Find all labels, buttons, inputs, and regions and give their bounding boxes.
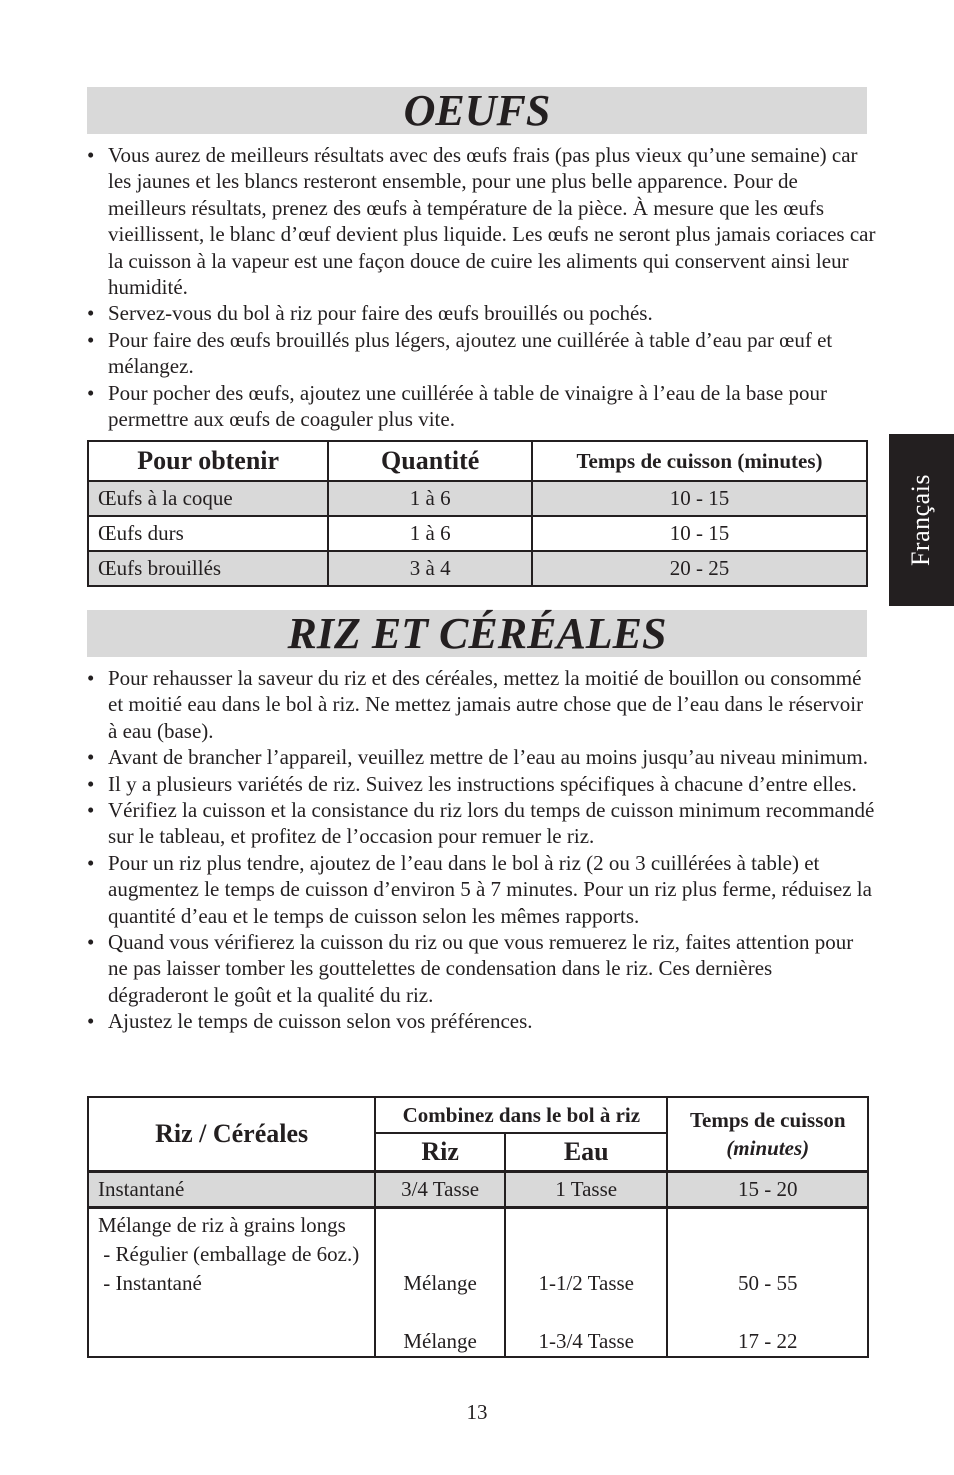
item-line: Mélange de riz à grains longs	[98, 1213, 346, 1237]
rice-bullet-list	[87, 665, 877, 1035]
cell-line: 1-1/2 Tasse	[538, 1271, 634, 1295]
cell-line: Mélange	[403, 1271, 477, 1295]
table-row	[88, 481, 867, 516]
eggs-section-title	[87, 87, 867, 134]
language-tab	[889, 434, 954, 606]
cell-line: 17 - 22	[737, 1329, 798, 1353]
table-cell	[505, 1208, 668, 1358]
table-header-row	[88, 441, 867, 481]
column-header-riz-cereales: Riz / Céréales	[88, 1097, 375, 1172]
table-cell: 15 - 20	[667, 1172, 868, 1208]
temps-de-cuisson-label: Temps de cuisson	[689, 1108, 846, 1132]
column-header-eau: Eau	[505, 1133, 668, 1172]
list-item: • Ajustez le temps de cuisson selon vos préférences.	[87, 1008, 877, 1034]
column-header-riz: Riz	[375, 1133, 505, 1172]
list-item: • Pour un riz plus tendre, ajoutez de l’eau dans le bol à riz (2 ou 3 cuillérées à table) et augmentez le temps de cuisson d’environ 5 à 7 minutes. Pour un riz plus ferme, réduisez la quantité d’eau et le temps de cuisson selon les mêmes rapports.	[87, 850, 877, 929]
table-cell: 20 - 25	[532, 551, 867, 586]
list-item: • Pour pocher des œufs, ajoutez une cuillérée à table de vinaigre à l’eau de la base pour permettre aux œufs de coaguler plus vite.	[87, 380, 877, 433]
rice-cooking-table	[87, 1096, 869, 1358]
table-row	[88, 1172, 868, 1208]
table-cell	[667, 1208, 868, 1358]
cell-line: 50 - 55	[737, 1271, 798, 1295]
page-number: 13	[466, 1400, 488, 1424]
column-header-quantite: Quantité	[328, 441, 532, 481]
table-row	[88, 516, 867, 551]
table-cell: 3/4 Tasse	[375, 1172, 505, 1208]
table-cell: 1 Tasse	[505, 1172, 668, 1208]
table-cell: 1 à 6	[328, 481, 532, 516]
eggs-title-text: OEUFS	[403, 86, 551, 135]
table-header-row	[88, 1097, 868, 1133]
column-header-combinez: Combinez dans le bol à riz	[375, 1097, 667, 1133]
list-item: • Vérifiez la cuisson et la consistance du riz lors du temps de cuisson minimum recommandé sur le tableau, et profitez de l’occasion pour remuer le riz.	[87, 797, 877, 850]
list-item: • Servez-vous du bol à riz pour faire des œufs brouillés ou pochés.	[87, 300, 877, 326]
list-item: • Pour rehausser la saveur du riz et des céréales, mettez la moitié de bouillon ou consommé et moitié eau dans le bol à riz. Ne mettez jamais autre chose que de l’eau dans le réservoir à eau (base).	[87, 665, 877, 744]
column-header-temps	[667, 1097, 868, 1172]
list-item: • Pour faire des œufs brouillés plus légers, ajoutez une cuillérée à table d’eau par œuf et mélangez.	[87, 327, 877, 380]
table-cell: 10 - 15	[532, 481, 867, 516]
cell-line: Mélange	[403, 1329, 477, 1353]
eggs-cooking-table	[87, 440, 868, 587]
table-row	[88, 551, 867, 586]
list-item: • Quand vous vérifierez la cuisson du riz ou que vous remuerez le riz, faites attention pour ne pas laisser tomber les gouttelettes de condensation dans le riz. Ces dernières dégraderont le goût et la qualité du riz.	[87, 929, 877, 1008]
list-item: • Avant de brancher l’appareil, veuillez mettre de l’eau au moins jusqu’au niveau minimum.	[87, 744, 877, 770]
list-item: • Il y a plusieurs variétés de riz. Suivez les instructions spécifiques à chacune d’entre elles.	[87, 771, 877, 797]
table-cell: Œufs brouillés	[88, 551, 328, 586]
table-cell: 3 à 4	[328, 551, 532, 586]
table-cell	[375, 1208, 505, 1358]
table-cell: 10 - 15	[532, 516, 867, 551]
table-cell: 1 à 6	[328, 516, 532, 551]
table-cell: Instantané	[88, 1172, 375, 1208]
eggs-bullet-list	[87, 142, 877, 432]
rice-title-text: RIZ ET CÉRÉALES	[287, 609, 667, 658]
minutes-label: (minutes)	[726, 1136, 810, 1160]
rice-section-title	[87, 610, 867, 657]
cell-line: 1-3/4 Tasse	[538, 1329, 634, 1353]
table-cell: Œufs durs	[88, 516, 328, 551]
item-line: - Régulier (emballage de 6oz.)	[98, 1242, 360, 1266]
table-cell	[88, 1208, 375, 1358]
table-cell: Œufs à la coque	[88, 481, 328, 516]
list-item: • Vous aurez de meilleurs résultats avec des œufs frais (pas plus vieux qu’une semaine) car les jaunes et les blancs resteront ensemble, pour une plus belle apparence. Pour de meilleurs résultats, prenez des œufs à température de la pièce. À mesure que les œufs vieillissent, le blanc d’œuf devient plus liquide. Les œufs ne seront plus jamais coriaces car la cuisson à la vapeur est une façon douce de cuire les aliments qui conservent ainsi leur humidité.	[87, 142, 877, 300]
column-header-pour-obtenir: Pour obtenir	[88, 441, 328, 481]
table-row	[88, 1208, 868, 1358]
column-header-temps: Temps de cuisson (minutes)	[532, 441, 867, 481]
language-tab-label: Français	[906, 473, 936, 567]
item-line: - Instantané	[98, 1271, 202, 1295]
